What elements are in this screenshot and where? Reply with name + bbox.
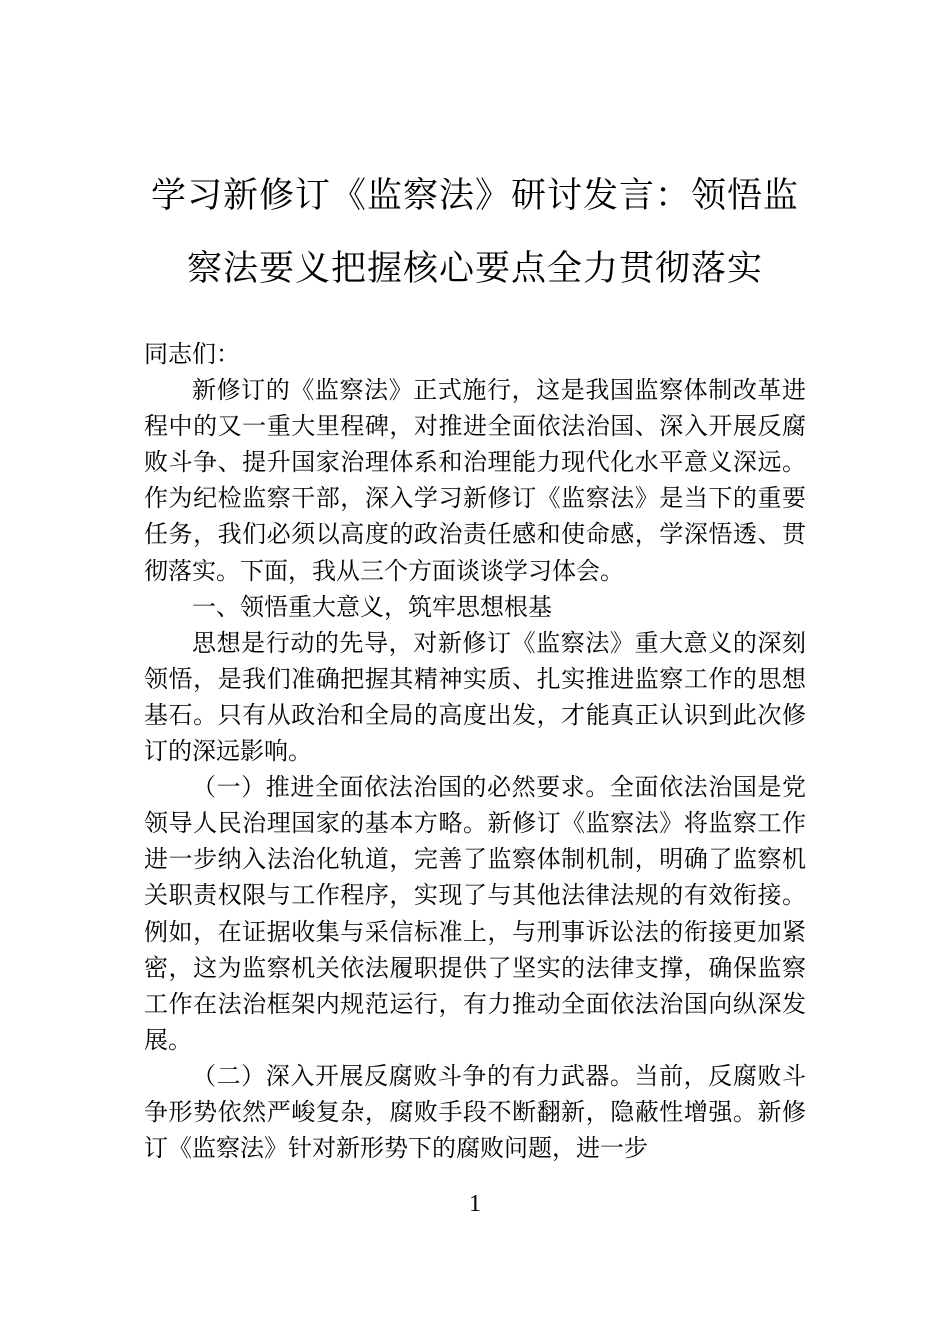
title-line-2: 察法要义把握核心要点全力贯彻落实 <box>186 249 763 289</box>
title-line-1: 学习新修订《监察法》研讨发言：领悟监 <box>150 176 799 216</box>
section-heading-1: 一、领悟重大意义，筑牢思想根基 <box>192 592 552 621</box>
paragraph-point-1: （一）推进全面依法治国的必然要求。全面依法治国是党领导人民治理国家的基本方略。新修订《监察法》将监察工作进一步纳入法治化轨道，完善了监察体制机制，明确了监察机关职责权限与工作程序，实现了与其他法律法规的有效衔接。例如，在证据收集与采信标准上，与刑事诉讼法的衔接更加紧密，这为监察机关依法履职提供了坚实的法律支撑，确保监察工作在法治框架内规范运行，有力推动全面依法治国向纵深发展。 <box>144 773 806 1054</box>
document-title <box>120 160 830 306</box>
paragraph-intro: 新修订的《监察法》正式施行，这是我国监察体制改革进程中的又一重大里程碑，对推进全面依法治国、深入开展反腐败斗争、提升国家治理体系和治理能力现代化水平意义深远。作为纪检监察干部，深入学习新修订《监察法》是当下的重要任务，我们必须以高度的政治责任感和使命感，学深悟透、贯彻落实。下面，我从三个方面谈谈学习体会。 <box>144 376 806 585</box>
page-number: 1 <box>469 1191 481 1217</box>
paragraph-point-2: （二）深入开展反腐败斗争的有力武器。当前，反腐败斗争形势依然严峻复杂，腐败手段不断翻新，隐蔽性增强。新修订《监察法》针对新形势下的腐败问题，进一步 <box>144 1061 806 1163</box>
paragraph-section-1: 思想是行动的先导，对新修订《监察法》重大意义的深刻领悟，是我们准确把握其精神实质、扎实推进监察工作的思想基石。只有从政治和全局的高度出发，才能真正认识到此次修订的深远影响。 <box>144 628 806 766</box>
salutation: 同志们： <box>144 340 240 368</box>
document-body <box>144 336 806 1166</box>
